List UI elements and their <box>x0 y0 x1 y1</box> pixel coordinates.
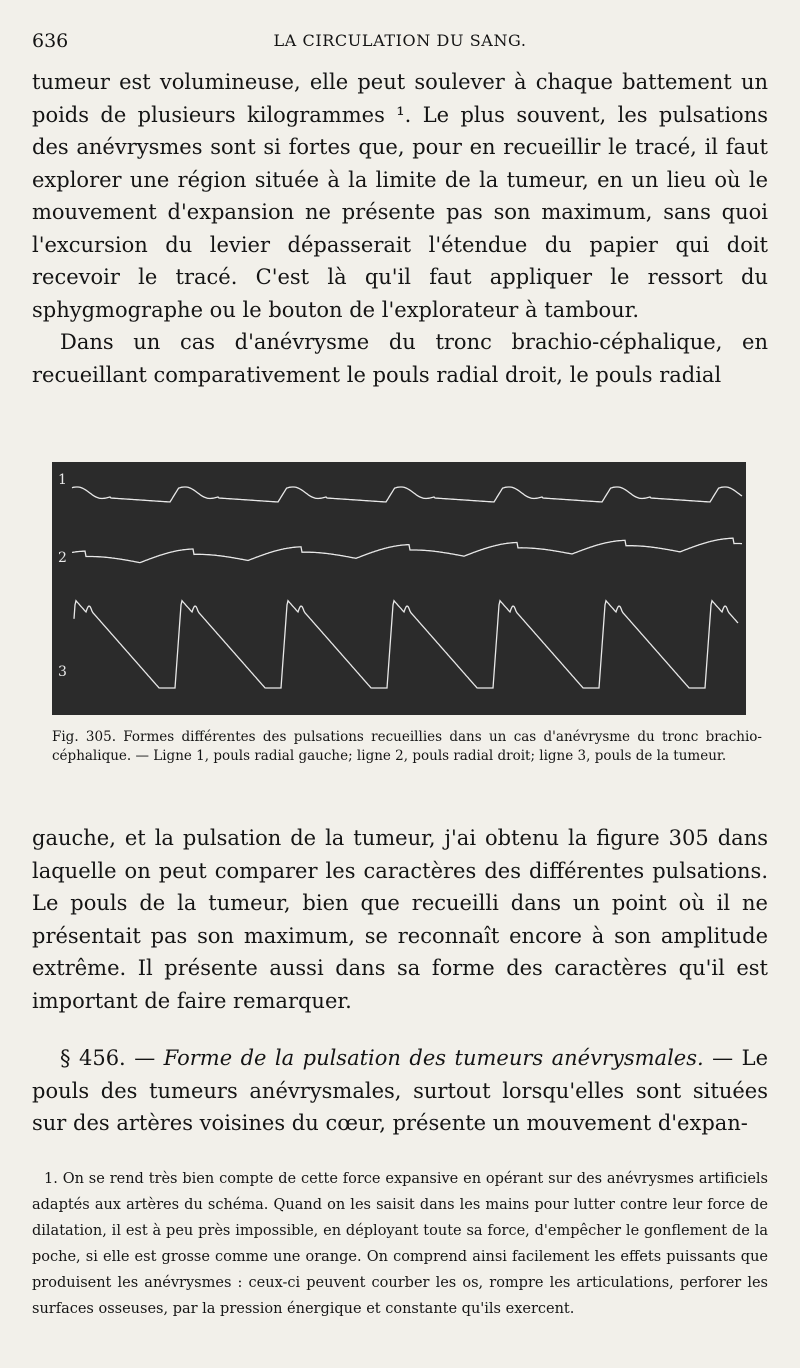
page-header <box>32 30 768 56</box>
section-text: Le pouls des tumeurs anévrysmales, surtout lorsqu'elles sont situées sur des artères voisines du cœur, présente un mouvement d'expan- <box>32 1046 768 1135</box>
paragraph-aneurysm-case: Dans un cas d'anévrysme du tronc brachio-céphalique, en recueillant comparativement le pouls radial droit, le pouls radial <box>32 330 768 387</box>
tracing-plate <box>52 462 746 715</box>
figure-caption: Fig. 305. Formes différentes des pulsations recueillies dans un cas d'anévrysme du tronc brachio-céphalique. — Ligne 1, pouls radial gauche; ligne 2, pouls radial droit; ligne 3, pouls de la tumeur. <box>52 729 762 764</box>
trace-label-1: 1 <box>58 472 67 488</box>
figure-305-pulse-tracings <box>52 462 746 715</box>
footnote <box>32 1166 768 1322</box>
body-text-middle <box>32 822 768 1017</box>
paragraph-continued: tumeur est volumineuse, elle peut soulever à chaque battement un poids de plusieurs kilogrammes ¹. Le plus souvent, les pulsations des anévrysmes sont si fortes que, pour en recueillir le tracé, il faut explorer une région située à la limite de la tumeur, en un lieu où le mouvement d'expansion ne présente pas son maximum, sans quoi l'excursion du levier dépasserait l'étendue du papier qui doit recevoir le tracé. C'est là qu'il faut appliquer le ressort du sphygmographe ou le bouton de l'explorateur à tambour. <box>32 70 768 322</box>
paragraph-figure-discussion: gauche, et la pulsation de la tumeur, j'ai obtenu la figure 305 dans laquelle on peut comparer les caractères des différentes pulsations. Le pouls de la tumeur, bien que recueilli dans un point où il ne présentait pas son maximum, se reconnaît encore à son amplitude extrême. Il présente aussi dans sa forme des caractères qu'il est important de faire remarquer. <box>32 826 768 1013</box>
section-456 <box>32 1042 768 1140</box>
section-mark: § 456. <box>60 1046 126 1070</box>
footnote-text: 1. On se rend très bien compte de cette force expansive en opérant sur des anévrysmes artificiels adaptés aux artères du schéma. Quand on les saisit dans les mains pour lutter contre leur force de dilatation, il est à peu près impossible, en déployant toute sa force, d'empêcher le gonflement de la poche, si elle est grosse comme une orange. On comprend ainsi facilement les effets puissants que produisent les anévrysmes : ceux-ci peuvent courber les os, rompre les articulations, perforer les surfaces osseuses, par la pression énergique et constante qu'ils exercent. <box>32 1171 768 1317</box>
running-head: LA CIRCULATION DU SANG. <box>273 31 527 50</box>
body-text-top <box>32 66 768 391</box>
section-title: Forme de la pulsation des tumeurs anévrysmales. <box>163 1046 704 1070</box>
plate-background <box>52 462 746 715</box>
trace-label-2: 2 <box>58 550 67 566</box>
page-number: 636 <box>32 30 69 52</box>
trace-label-3: 3 <box>58 664 67 680</box>
section-paragraph: § 456. — Forme de la pulsation des tumeurs anévrysmales. — Le pouls des tumeurs anévrysmales, surtout lorsqu'elles sont situées sur des artères voisines du cœur, présente un mouvement d'expan- <box>32 1046 768 1135</box>
book-page <box>32 0 768 1368</box>
